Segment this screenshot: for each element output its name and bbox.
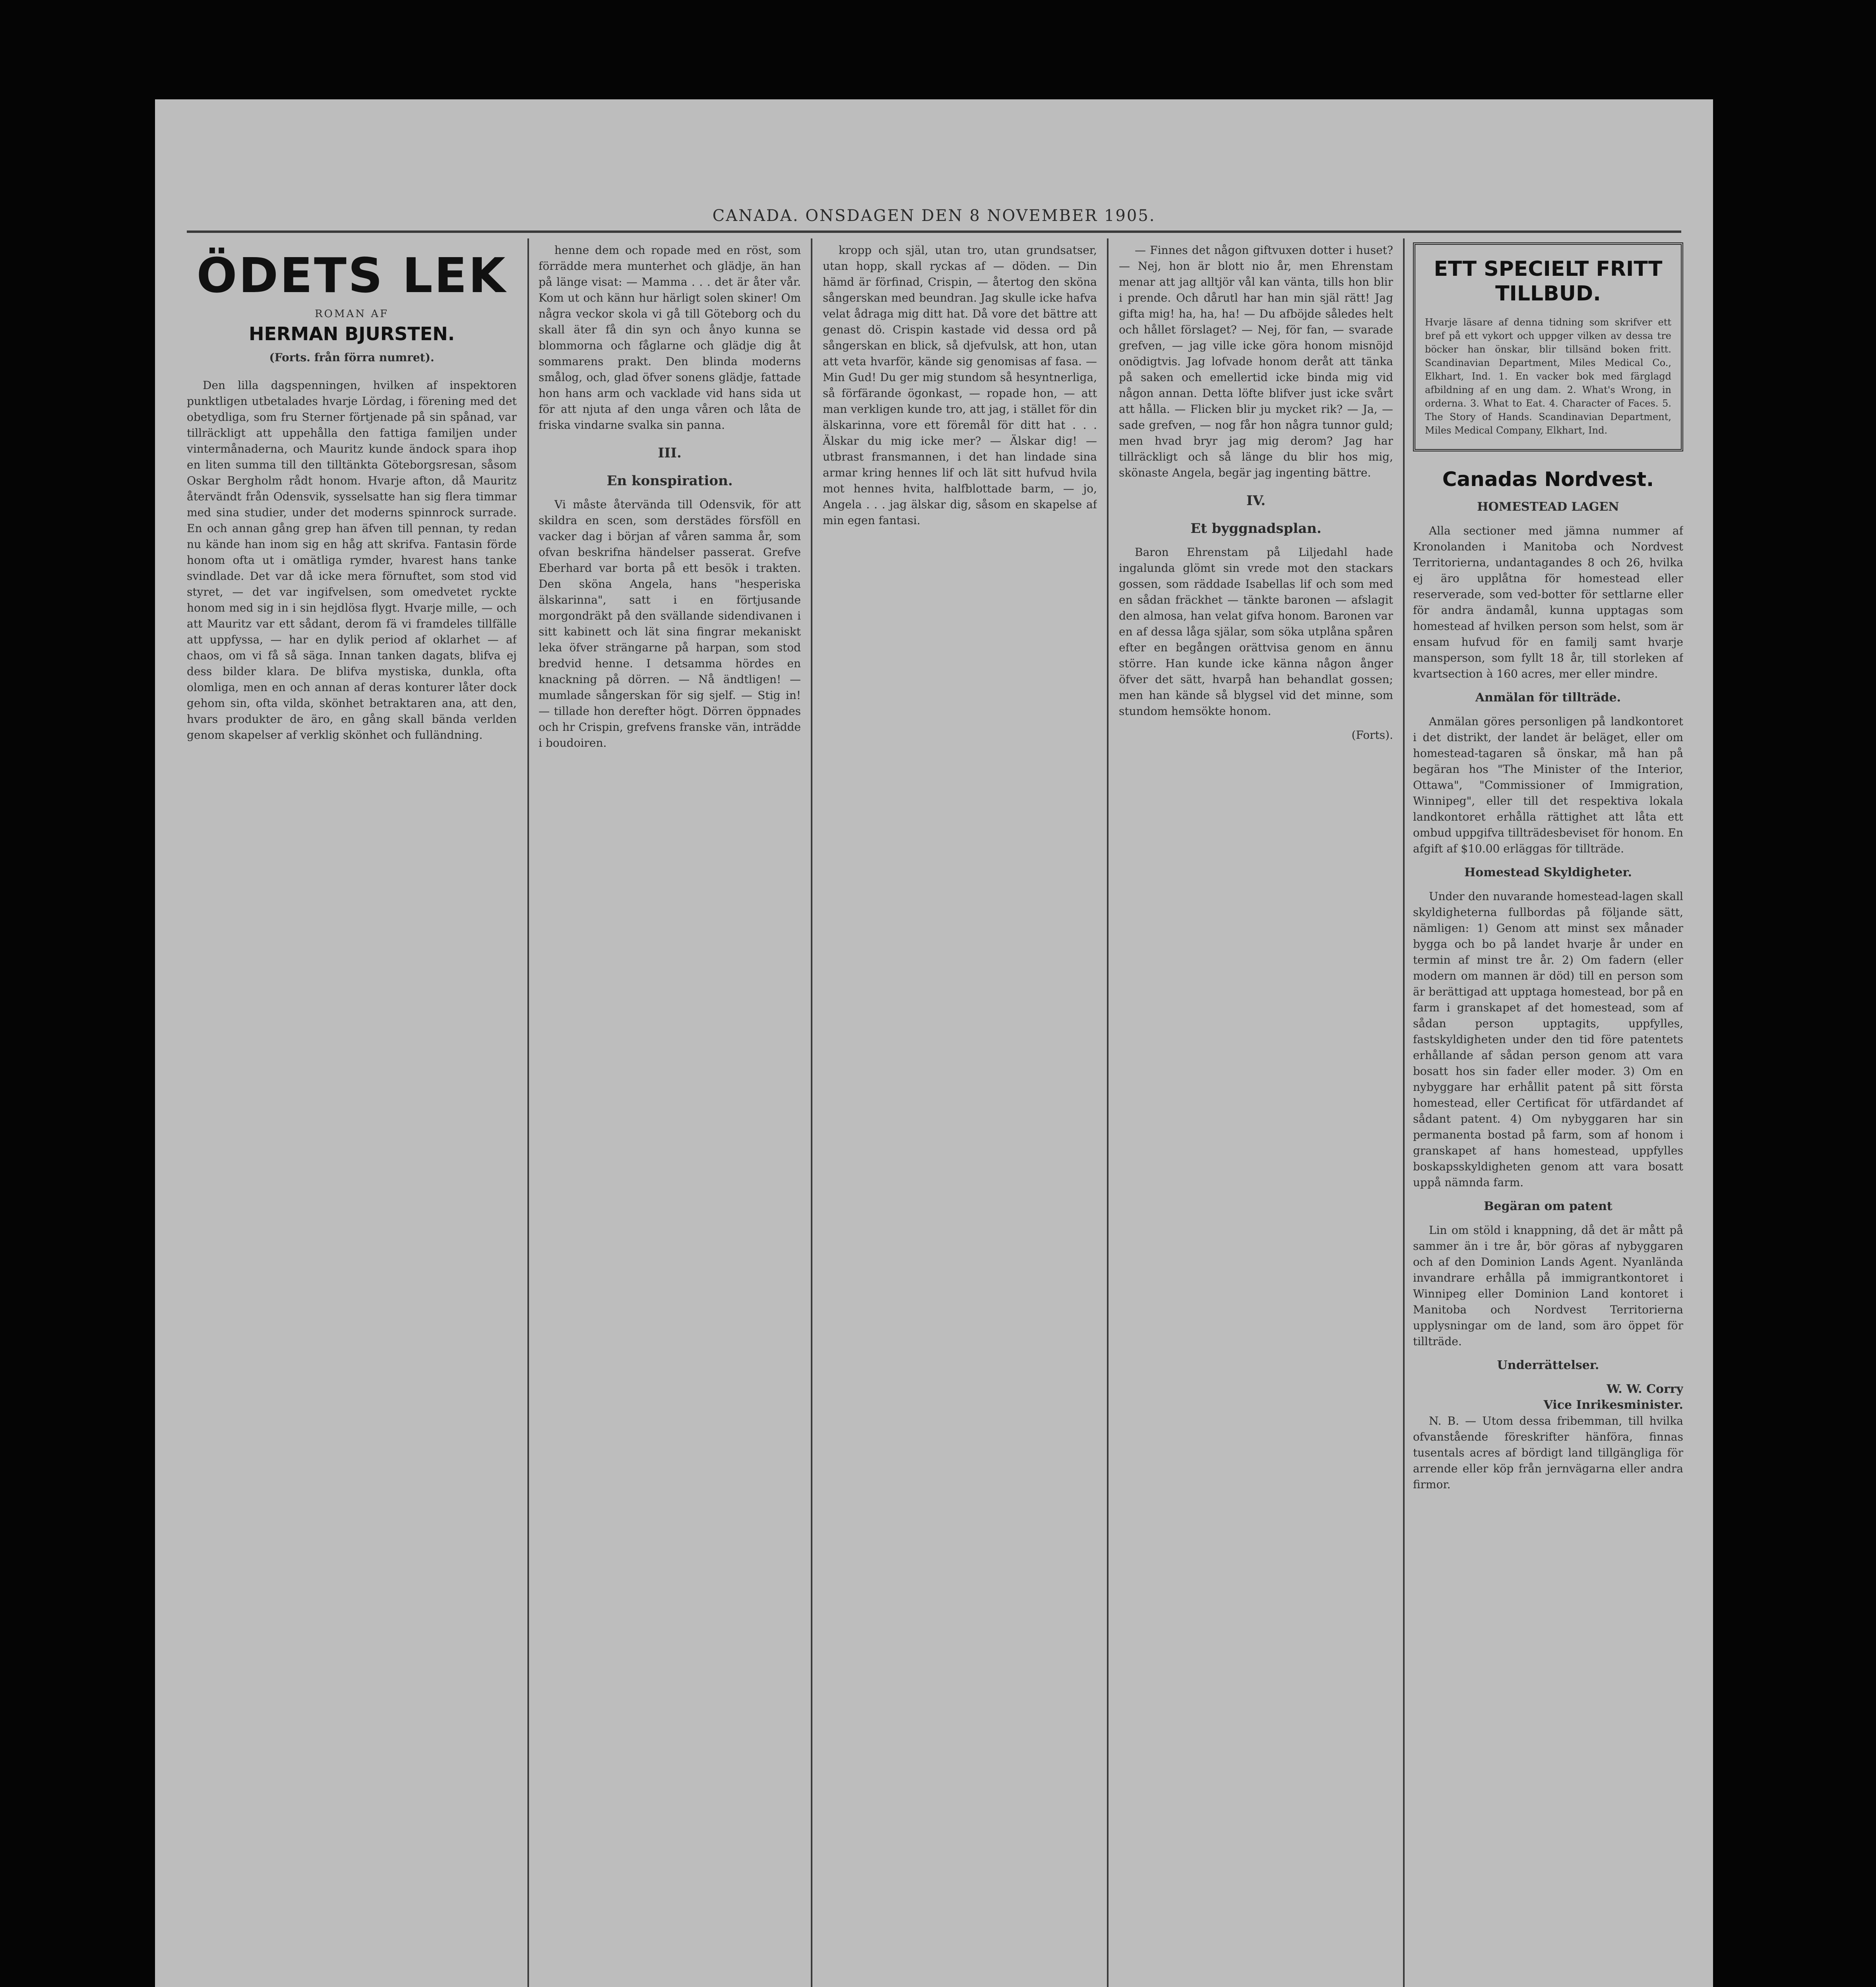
column-2 (539, 242, 801, 1987)
ad-text: Hvarje läsare af denna tidning som skrifver ett bref på ett vykort och uppger vilken av dessa tre böcker han önskar, blir tillsänd boken fritt. Scandinavian Department, Miles Medical Co., Elkhart, Ind. 1. En vacker bok med färglagd afbildning af en ung dam. 2. What's Wrong, in orderna. 3. What to Eat. 4. Character of Faces. 5. The Story of Hands. Scandinavian Department, Miles Medical Company, Elkhart, Ind. (1425, 317, 1671, 436)
story-author: HERMAN BJURSTEN. (248, 323, 455, 345)
body-text: Alla sectioner med jämna nummer af Kronolanden i Manitoba och Nordvest Territorierna, undantagandes 8 och 26, hvilka ej äro upplåtna för homestead eller reserverade, som ved-botter för settlarne eller för andra ändamål, kunna upptagas som homestead af hvilken person som helst, som är ensam hufvud för en familj samt hvarje mansperson, som fyllt 18 år, till storleken af kvartsection à 160 acres, mer eller mindre. (1413, 524, 1683, 680)
body-text: Anmälan göres personligen på landkontoret i det distrikt, der landet är beläget, eller om homestead-tagaren så önskar, må han på begäran hos "The Minister of the Interior, Ottawa", "Commissioner of Immigration, Winnipeg", eller till det respektiva lokala landkontoret erhålla rättighet att låta ett ombud uppgifva tillträdesbeviset för honom. En afgift af $10.00 erläggas för tillträde. (1413, 715, 1683, 855)
continued-note: (Forts. från förra numret). (269, 351, 434, 364)
column-rule (811, 238, 812, 1987)
ad-title: ETT SPECIELT FRITT TILLBUD. (1434, 257, 1663, 306)
column-4 (1119, 242, 1393, 1987)
chapter-heading: En konspiration. (607, 473, 733, 489)
body-text: — Finnes det någon giftvuxen dotter i huset? — Nej, hon är blott nio år, men Ehrenstam menar att jag alltjör vål kan vänta, tills hon blir i prende. Och dårutl har han min själ rätt! Jag gifta mig! ha, ha, ha! — Du afböjde således helt och hållet förslaget? — Nej, för fan, — svarade grefven, — jag ville icke göra honom misnöjd onödigtvis. Jag lofvade honom deråt att tänka på saken och emellertid icke binda mig vid någon annan. Detta löfte blifver just icke svårt att hålla. — Flicken blir ju mycket rik? — Ja, — sade grefven, — nog får hon några tunnor guld; men hvad bryr jag mig derom? Jag har tillräckligt och så länge du blir hos mig, skönaste Angela, begär jag ingenting bättre. (1119, 244, 1393, 479)
body-text: henne dem och ropade med en röst, som förrädde mera munterhet och glädje, än han på länge visat: — Mamma . . . det är åter vår. Kom ut och känn hur härligt solen skiner! Om några veckor skola vi gå till Göteborg och du skall äter få din syn och ånyo kunna se blommorna och fåglarne och glädje dig åt sommarens prakt. Den blinda moderns smålog, och, glad öfver sonens glädje, fattade hon hans arm och vacklade vid hans sida ut för att njuta af den unga våren och låta de friska vindarne svalka sin panna. (539, 244, 801, 432)
section-heading: Begäran om patent (1484, 1199, 1612, 1213)
continued-end: (Forts). (1351, 728, 1393, 742)
chapter-heading: Et byggnadsplan. (1190, 521, 1322, 536)
section-heading: HOMESTEAD LAGEN (1477, 500, 1619, 514)
header-rule (187, 230, 1681, 233)
column-1 (187, 242, 517, 1987)
body-text: Under den nuvarande homestead-lagen skall skyldigheterna fullbordas på följande sätt, nämligen: 1) Genom att minst sex månader bygga och bo på landet hvarje år under en termin af minst tre år. 2) Om fadern (eller modern om mannen är död) till en person som är berättigad att upptaga homestead, bor på en farm i granskapet af det homestead, som af sådan person upptagits, uppfylles, fastskyldigheten under den tid före patentets erhållande af sådan person genom att vara bosatt hos sin fader eller moder. 3) Om en nybyggare har erhållit patent på sitt första homestead, eller Certificat för utfärdandet af sådant patent. 4) Om nybyggaren har sin permanenta bostad på farm, som af honom i granskapet af hans homestead, uppfylles boskapsskyldigheten genom att vara bosatt uppå nämnda farm. (1413, 890, 1683, 1189)
column-3 (823, 242, 1097, 1987)
story-subtitle: ROMAN AF (314, 308, 389, 320)
column-rule (1107, 238, 1109, 1987)
signature-title: Vice Inrikesminister. (1543, 1398, 1683, 1412)
section-heading: Anmälan för tillträde. (1475, 691, 1621, 705)
body-text: Baron Ehrenstam på Liljedahl hade ingalunda glömt sin vrede mot den stackars gossen, som räddade Isabellas lif och som med en sådan fräckhet — tänkte baronen — afslagit den almosa, han velat gifva honom. Baronen var en af dessa låga själar, som söka utplåna spåren efter en begången orättvisa genom en ännu större. Han kunde icke känna någon ånger öfver det sätt, hvarpå han behandlat gossen; men han kände så blygsel vid det minne, som stundom hemsökte honom. (1119, 546, 1393, 718)
story-title: ÖDETS LEK (196, 248, 507, 304)
column-rule (1403, 238, 1405, 1987)
newspaper-page (155, 99, 1713, 1987)
dateline: CANADA. ONSDAGEN DEN 8 NOVEMBER 1905. (712, 207, 1156, 225)
section-heading: Homestead Skyldigheter. (1464, 866, 1632, 879)
body-text: Lin om stöld i knappning, då det är mått på sammer än i tre år, bör göras af nybyggaren och af den Dominion Lands Agent. Nyanlända invandrare erhålla på immigrantkontoret i Winnipeg eller Dominion Land kontoret i Manitoba och Nordvest Territorierna upplysningar om de land, som äro öppet för tillträde. (1413, 1224, 1683, 1348)
column-5 (1413, 242, 1683, 1987)
column-rule (527, 238, 529, 1987)
section-title: Canadas Nordvest. (1442, 468, 1654, 491)
chapter-number: III. (658, 445, 682, 461)
advertisement-box (1413, 242, 1683, 451)
section-heading: Underrättelser. (1497, 1358, 1599, 1372)
body-text: N. B. — Utom dessa fribemman, till hvilka ofvanstående föreskrifter hänföra, finnas tusentals acres af bördigt land tillgängliga för arrende eller köp från jernvägarna eller andra firmor. (1413, 1414, 1683, 1491)
body-text: Vi måste återvända till Odensvik, för att skildra en scen, som derstädes försföll en vacker dag i början af våren samma år, som ofvan beskrifna händelser passerat. Grefve Eberhard var borta på ett besök i trakten. Den sköna Angela, hans "hesperiska älskarinna", satt i en förtjusande morgondräkt på den svällande sidendivanen i sitt kabinett och lät sina fingrar mekaniskt leka öfver strängarne på harpan, som stod bredvid henne. I detsamma hördes en knackning på dörren. — Nå ändtligen! — mumlade sångerskan för sig sjelf. — Stig in! — tillade hon derefter högt. Dörren öppnades och hr Crispin, grefvens franske vän, inträdde i boudoiren. (539, 498, 801, 749)
body-text: Den lilla dagspenningen, hvilken af inspektoren punktligen utbetalades hvarje Lördag, i förening med det obetydliga, som fru Sterner förtjenade på sin spånad, var tillräckligt att uppehålla den fattiga familjen under vintermånaderna, och Mauritz kunde ändock spara ihop en liten summa till den tilltänkta Göteborgsresan, såsom Oskar Bergholm rådt honom. Hvarje afton, då Mauritz återvändt från Odensvik, sysselsatte han sig flera timmar med sina studier, under det moderns spinnrock surrade. En och annan gång grep han äfven till pennan, ty redan nu kände han inom sig en håg att skrifva. Fantasin förde honom ofta ut i omätliga rymder, hvarest hans tanke svindlade. Det var då icke mera förnuftet, som stod vid styret, — det var ingifvelsen, som omedvetet ryckte honom med sig in i sin hejdlösa flygt. Hvarje mille, — och att Mauritz var ett sådant, derom fä vi framdeles tillfälle att uppfyssa, — har en dylik period af oklarhet — af chaos, om vi få så säga. Innan tanken dagats, blifva ej dess bilder klara. De blifva mystiska, dunkla, ofta olomliga, men en och annan af deras konturer låter dock gehom sin, ofta vilda, skönhet betraktaren ana, att den, hvars produkter de äro, en gång skall bända verlden genom skapelser af verklig skönhet och fulländning. (187, 379, 517, 742)
body-text: kropp och själ, utan tro, utan grundsatser, utan hopp, skall ryckas af — döden. — Din hämd är förfinad, Crispin, — återtog den sköna sångerskan med beundran. Jag skulle icke hafva velat ådraga mig ditt hat. Då vore det bättre att genast dö. Crispin kastade vid dessa ord på sångerskan en blick, så djefvulsk, att hon, utan att veta hvarför, kände sig genomisas af fasa. — Min Gud! Du ger mig stundom så hesyntnerliga, så förfärande ögonkast, — ropade hon, — att man verkligen kunde tro, att jag, i stället för din älskarinna, vore ett föremål för ditt hat . . . Älskar du mig icke mer? — Älskar dig! — utbrast fransmannen, i det han lindade sina armar kring hennes lif och lät sitt hufvud hvila mot hennes hvita, halfblottade barm, — jo, Angela . . . jag älskar dig, såsom en skapelse af min egen fantasi. (823, 244, 1097, 527)
signature-name: W. W. Corry (1607, 1382, 1683, 1396)
chapter-number: IV. (1246, 493, 1266, 509)
